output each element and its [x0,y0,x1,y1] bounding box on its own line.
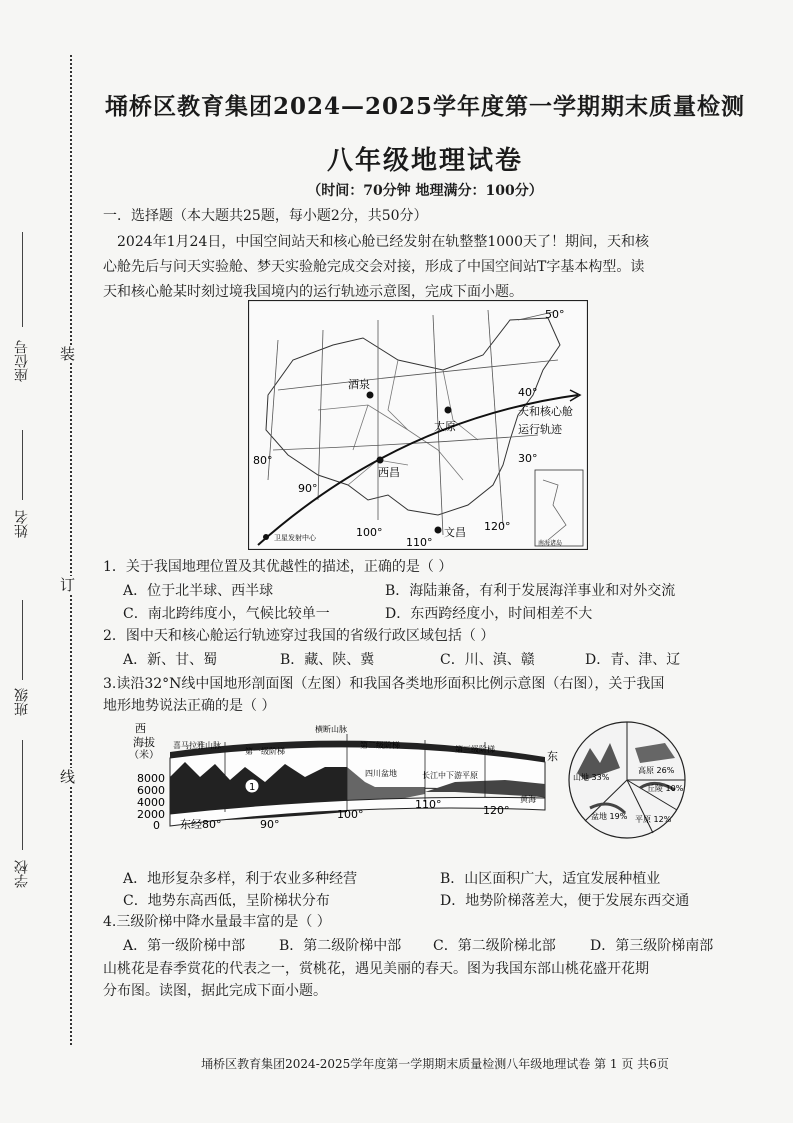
q2-option-a[interactable]: A．新、甘、蜀 [123,652,218,668]
map-lat30: 30° [518,452,538,465]
map-lat50: 50° [545,308,565,321]
map-lon120: 120° [484,520,511,533]
q3-option-b[interactable]: B．山区面积广大，适宜发展种植业 [440,871,661,887]
profile-yellow-sea: 黄海 [520,795,536,804]
q1-stem: 1．关于我国地理位置及其优越性的描述，正确的是（ ） [103,559,453,575]
profile-changjiang: 长江中下游平原 [422,771,478,780]
profile-circle-number: 1 [249,782,256,793]
map-city-wenchang: 文昌 [444,526,466,539]
profile-step3: 第三级阶梯 [455,745,495,754]
orbit-map [248,300,588,550]
profile-x110: 110° [415,798,442,811]
profile-elev: 海拔 [133,736,155,749]
profile-east: 东 [547,750,558,763]
q4-option-b[interactable]: B．第二级阶梯中部 [279,938,402,954]
profile-step1: 第一级阶梯 [245,747,285,756]
name-label: 姓名 [14,510,30,538]
intro-line-1: 2024年1月24日，中国空间站天和核心舱已经发射在轨整整1000天了！期间，天和核 [117,234,649,250]
page-footer: 埇桥区教育集团2024-2025学年度第一学期期末质量检测八年级地理试卷 第 1 页 共6页 [201,1057,669,1071]
school-field[interactable] [22,740,23,850]
profile-x120: 120° [483,804,510,817]
map-city-jiuquan: 酒泉 [348,378,370,391]
map-legend: 卫星发射中心 [274,534,316,542]
name-field[interactable] [22,430,23,500]
profile-unit: （米） [129,750,159,761]
q1-option-d[interactable]: D．东西跨经度小，时间相差不大 [385,606,593,622]
q3-option-c[interactable]: C．地势东高西低，呈阶梯状分布 [123,893,330,909]
profile-west: 西 [135,722,146,735]
q4-option-a[interactable]: A．第一级阶梯中部 [123,938,246,954]
q2-option-c[interactable]: C．川、滇、赣 [440,652,535,668]
profile-y4000: 4000 [137,796,165,809]
q1-option-a[interactable]: A．位于北半球、西半球 [123,583,274,599]
profile-himalaya: 喜马拉雅山脉 [173,741,221,750]
seat-number-label: 座位号 [14,340,30,382]
map-lon110: 110° [406,536,433,549]
profile-y6000: 6000 [137,784,165,797]
profile-hengduan: 横断山脉 [315,725,347,734]
profile-x90: 90° [260,818,280,831]
profile-y0: 0 [153,819,160,832]
terrain-profile [125,722,565,834]
pie-plain: 平原 12% [635,815,672,824]
pie-basin: 盆地 19% [591,812,628,821]
pie-hill: 丘陵 10% [647,784,684,793]
profile-x80: 东经80° [180,818,222,831]
q1-option-c[interactable]: C．南北跨纬度小，气候比较单一 [123,606,330,622]
seat-number-field[interactable] [22,232,23,327]
pie-plateau: 高原 26% [638,766,675,775]
q3-stem-2: 地形地势说法正确的是（ ） [103,698,276,714]
map-lat40: 40° [518,386,538,399]
q2-stem: 2．图中天和核心舱运行轨迹穿过我国的省级行政区域包括（ ） [103,628,495,644]
pie-mountain: 山地 33% [573,773,610,782]
profile-x100: 100° [337,808,364,821]
q3-option-d[interactable]: D．地势阶梯落差大，便于发展东西交通 [440,893,690,909]
map-lon80: 80° [253,454,273,467]
map-lon100: 100° [356,526,383,539]
profile-y8000: 8000 [137,772,165,785]
peach-intro-2: 分布图。读图，据此完成下面小题。 [103,983,327,999]
q4-option-d[interactable]: D．第三级阶梯南部 [590,938,714,954]
map-lon90: 90° [298,482,318,495]
intro-line-2: 心舱先后与问天实验舱、梦天实验舱完成交会对接，形成了中国空间站T字基本构型。读 [103,259,645,275]
binding-char-xian: 线 [60,768,76,786]
exam-subtitle: 八年级地理试卷 [326,146,523,176]
class-field[interactable] [22,600,23,680]
q1-option-b[interactable]: B．海陆兼备，有利于发展海洋事业和对外交流 [385,583,676,599]
school-label: 学校 [14,860,30,888]
q2-option-b[interactable]: B．藏、陕、冀 [280,652,375,668]
terrain-area-chart [565,718,690,843]
q2-option-d[interactable]: D．青、津、辽 [585,652,681,668]
section-heading: 一．选择题（本大题共25题，每小题2分，共50分） [103,208,428,224]
binding-dotted-line [70,55,72,1045]
profile-y2000: 2000 [137,808,165,821]
binding-char-ding: 订 [60,576,76,594]
time-info: （时间：70分钟 地理满分：100分） [307,183,543,199]
class-label: 班级 [14,688,30,716]
q4-stem: 4.三级阶梯中降水量最丰富的是（ ） [103,914,331,930]
map-city-taiyuan: 太原 [434,420,456,433]
q3-stem-1: 3.读沿32°N线中国地形剖面图（左图）和我国各类地形面积比例示意图（右图），关于我国 [103,676,665,692]
binding-char-zhuang: 装 [60,345,76,363]
map-city-xichang: 西昌 [378,466,400,479]
profile-step2: 第二级阶梯 [360,741,400,750]
map-inset-label: 南海诸岛 [538,540,563,547]
q3-option-a[interactable]: A．地形复杂多样，利于农业多种经营 [123,871,358,887]
map-track-label-2: 运行轨迹 [518,423,562,436]
map-track-label-1: 天和核心舱 [518,405,573,418]
peach-intro-1: 山桃花是春季赏花的代表之一，赏桃花，遇见美丽的春天。图为我国东部山桃花盛开花期 [103,961,649,977]
q4-option-c[interactable]: C．第二级阶梯北部 [433,938,556,954]
intro-line-3: 天和核心舱某时刻过境我国境内的运行轨迹示意图，完成下面小题。 [103,284,523,300]
profile-sichuan: 四川盆地 [365,769,397,778]
exam-title: 埇桥区教育集团2024—2025学年度第一学期期末质量检测 [104,93,746,120]
